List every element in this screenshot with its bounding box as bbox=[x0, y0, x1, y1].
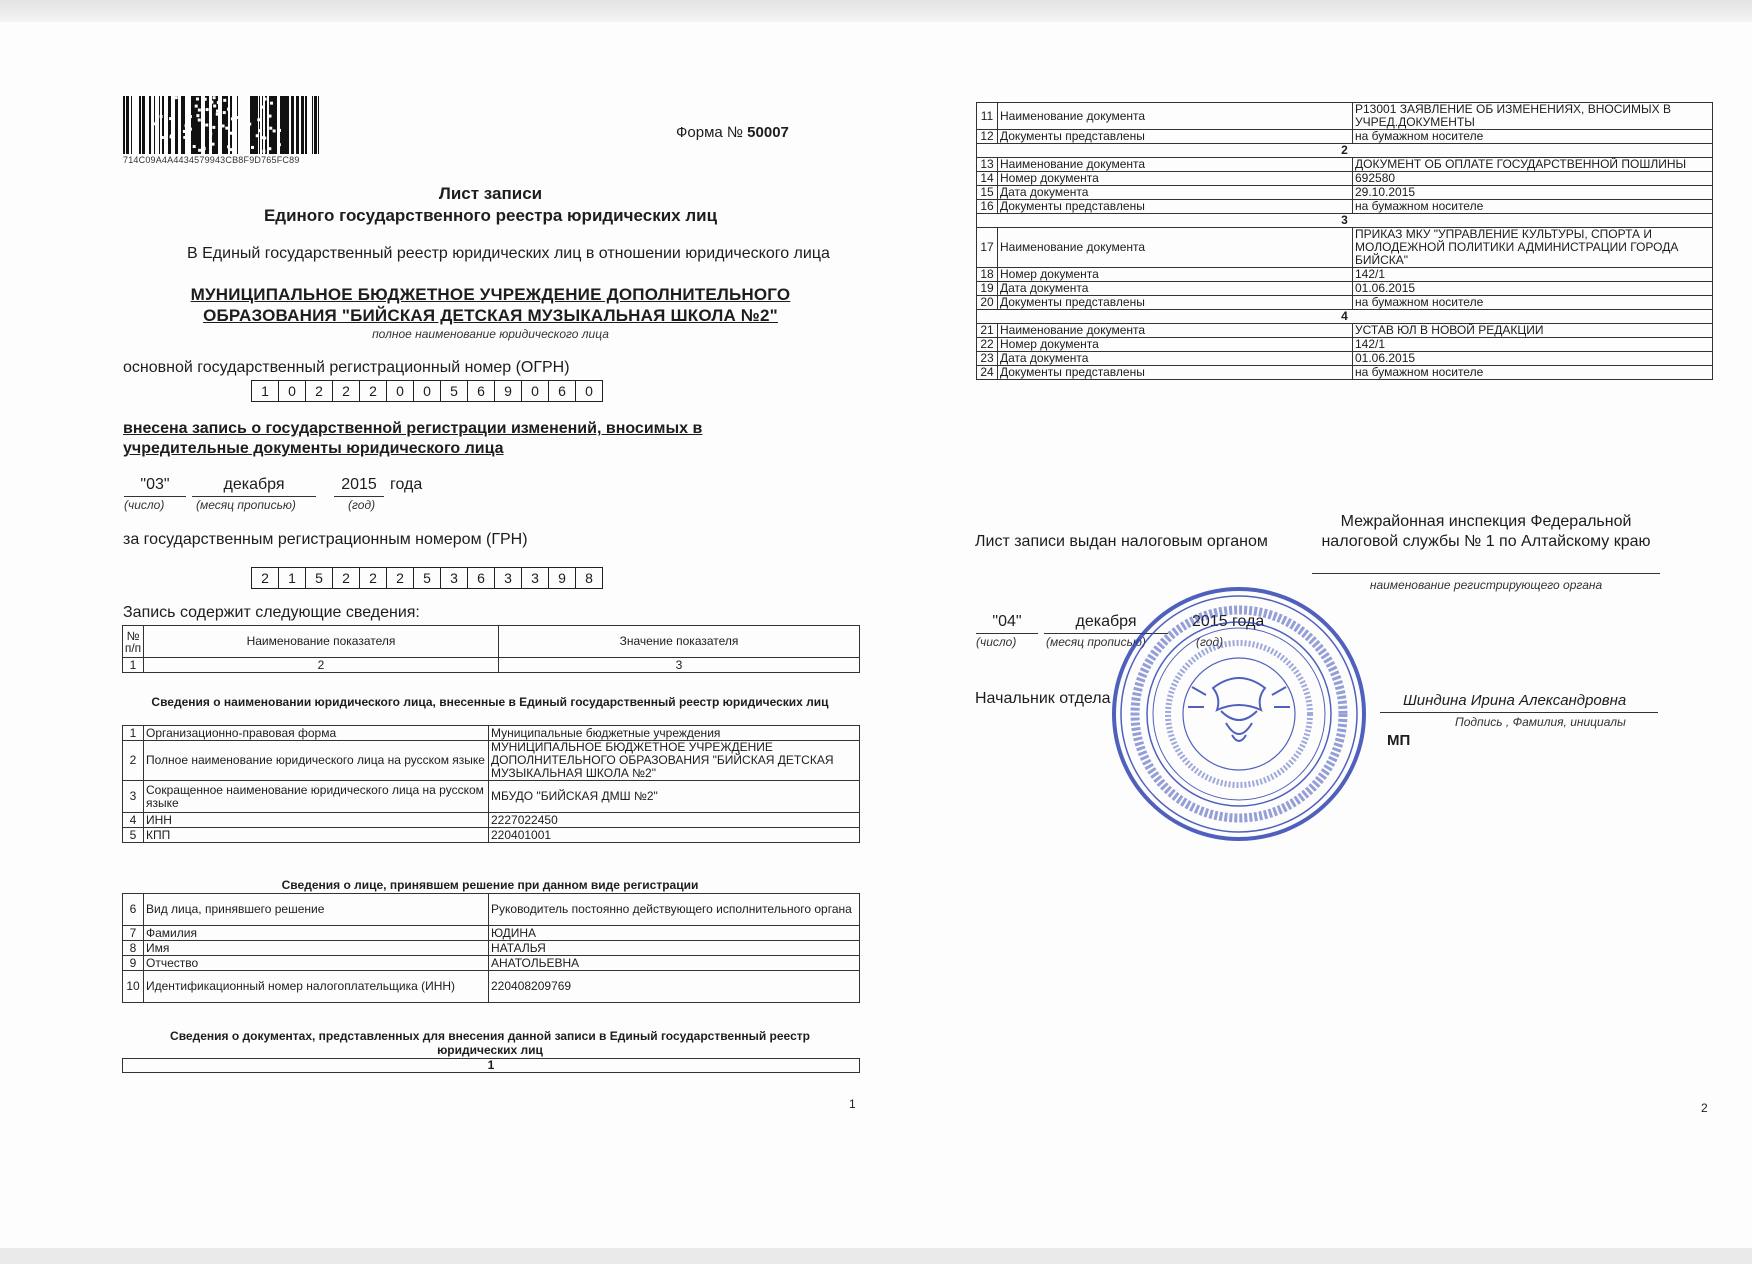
page-number-2: 2 bbox=[1701, 1101, 1708, 1115]
section3-group: 1 bbox=[123, 1059, 860, 1073]
row-label: Полное наименование юридического лица на русском языке bbox=[144, 741, 489, 781]
row-label: Наименование документа bbox=[998, 103, 1353, 130]
table-row bbox=[977, 103, 1713, 130]
row-number: 12 bbox=[977, 130, 998, 144]
ogrn-digit: 5 bbox=[440, 380, 468, 402]
row-number: 24 bbox=[977, 366, 998, 380]
row-value: НАТАЛЬЯ bbox=[489, 941, 860, 956]
row-label: Дата документа bbox=[998, 352, 1353, 366]
grn-digit: 2 bbox=[332, 567, 360, 589]
caption-month: (месяц прописью) bbox=[196, 498, 296, 512]
row-number: 7 bbox=[123, 926, 144, 941]
section2-title: Сведения о лице, принявшем решение при данном виде регистрации bbox=[281, 878, 699, 892]
caption-year: (год) bbox=[348, 498, 376, 512]
issue-date-year: 2015 года bbox=[1192, 613, 1265, 630]
row-label: Документы представлены bbox=[998, 200, 1353, 214]
table-row bbox=[977, 186, 1713, 200]
row-number: 20 bbox=[977, 296, 998, 310]
row-label: Сокращенное наименование юридического лица на русском языке bbox=[144, 781, 489, 813]
grn-digit: 3 bbox=[440, 567, 468, 589]
table-row bbox=[123, 971, 860, 1003]
issued-label: Лист записи выдан налоговым органом bbox=[975, 533, 1268, 550]
org-name-line1: МУНИЦИПАЛЬНОЕ БЮДЖЕТНОЕ УЧРЕЖДЕНИЕ ДОПОЛНИТЕЛЬНОГО bbox=[190, 285, 791, 304]
table-row bbox=[977, 214, 1713, 228]
row-label: Номер документа bbox=[998, 268, 1353, 282]
ogrn-digit: 6 bbox=[548, 380, 576, 402]
row-value: МБУДО "БИЙСКАЯ ДМШ №2" bbox=[489, 781, 860, 813]
row-number: 13 bbox=[977, 158, 998, 172]
row-label: Организационно-правовая форма bbox=[144, 726, 489, 741]
table-row bbox=[123, 741, 860, 781]
grn-digit: 3 bbox=[521, 567, 549, 589]
row-label: Документы представлены bbox=[998, 296, 1353, 310]
section2-table bbox=[122, 893, 860, 1003]
row-number: 8 bbox=[123, 941, 144, 956]
org-caption: полное наименование юридического лица bbox=[372, 327, 609, 341]
signature-caption: Подпись , Фамилия, инициалы bbox=[1455, 715, 1626, 729]
ogrn-digit: 0 bbox=[575, 380, 603, 402]
grn-label: за государственным регистрационным номером (ГРН) bbox=[123, 531, 528, 548]
row-label: Наименование документа bbox=[998, 324, 1353, 338]
issue-date-day: "04" bbox=[976, 613, 1038, 634]
position-label: Начальник отдела bbox=[975, 690, 1111, 707]
row-value: АНАТОЛЬЕВНА bbox=[489, 956, 860, 971]
row-number: 10 bbox=[123, 971, 144, 1003]
row-number: 22 bbox=[977, 338, 998, 352]
row-number: 11 bbox=[977, 103, 998, 130]
row-number: 3 bbox=[123, 781, 144, 813]
table-row bbox=[123, 726, 860, 741]
authority-name: Межрайонная инспекция Федеральной налоговой службы № 1 по Алтайскому краю bbox=[1321, 513, 1651, 550]
table-row bbox=[977, 268, 1713, 282]
ogrn-digit: 1 bbox=[251, 380, 279, 402]
table-row bbox=[977, 282, 1713, 296]
grn-digits bbox=[252, 567, 603, 589]
date-year: 2015 bbox=[334, 476, 384, 497]
group-number: 4 bbox=[977, 310, 1713, 324]
group-number: 3 bbox=[977, 214, 1713, 228]
table-row bbox=[123, 828, 860, 843]
page-title: Лист записи bbox=[438, 184, 543, 203]
form-number: Форма № 50007 bbox=[676, 124, 789, 141]
ogrn-digit: 0 bbox=[386, 380, 414, 402]
row-number: 4 bbox=[123, 813, 144, 828]
table-row bbox=[977, 324, 1713, 338]
ogrn-digit: 0 bbox=[521, 380, 549, 402]
table-row bbox=[977, 158, 1713, 172]
ogrn-label: основной государственный регистрационный номер (ОГРН) bbox=[123, 359, 570, 376]
row-label: Номер документа bbox=[998, 172, 1353, 186]
ogrn-digits bbox=[252, 380, 603, 402]
row-value: 142/1 bbox=[1353, 268, 1713, 282]
section1-title: Сведения о наименовании юридического лица, внесенные в Единый государственный реестр юридических лиц bbox=[151, 695, 829, 709]
row-label: Дата документа bbox=[998, 186, 1353, 200]
grn-digit: 3 bbox=[494, 567, 522, 589]
row-label: Номер документа bbox=[998, 338, 1353, 352]
row-number: 17 bbox=[977, 228, 998, 268]
row-value: на бумажном носителе bbox=[1353, 130, 1713, 144]
grn-digit: 8 bbox=[575, 567, 603, 589]
col-index-2: 2 bbox=[144, 658, 499, 673]
authority-caption: наименование регистрирующего органа bbox=[1369, 578, 1603, 592]
row-value: на бумажном носителе bbox=[1353, 200, 1713, 214]
ogrn-digit: 6 bbox=[467, 380, 495, 402]
row-number: 19 bbox=[977, 282, 998, 296]
table-row bbox=[123, 894, 860, 926]
ogrn-digit: 0 bbox=[413, 380, 441, 402]
intro-text: В Единый государственный реестр юридических лиц в отношении юридического лица bbox=[187, 245, 830, 262]
row-number: 5 bbox=[123, 828, 144, 843]
table-row bbox=[977, 172, 1713, 186]
grn-digit: 6 bbox=[467, 567, 495, 589]
table-row bbox=[123, 926, 860, 941]
col-header-num: № п/п bbox=[123, 626, 144, 658]
row-value: 2227022450 bbox=[489, 813, 860, 828]
grn-digit: 2 bbox=[359, 567, 387, 589]
table-row bbox=[977, 338, 1713, 352]
row-value: на бумажном носителе bbox=[1353, 296, 1713, 310]
section1-table bbox=[122, 725, 860, 843]
table-row bbox=[123, 781, 860, 813]
contains-label: Запись содержит следующие сведения: bbox=[123, 604, 420, 621]
row-value: МУНИЦИПАЛЬНОЕ БЮДЖЕТНОЕ УЧРЕЖДЕНИЕ ДОПОЛНИТЕЛЬНОГО ОБРАЗОВАНИЯ "БИЙСКАЯ ДЕТСКАЯ МУЗЫКАЛЬНАЯ ШКОЛА №2" bbox=[489, 741, 860, 781]
caption-day: (число) bbox=[124, 498, 165, 512]
entry-heading-line1: внесена запись о государственной регистрации изменений, вносимых в bbox=[123, 420, 703, 437]
ogrn-digit: 2 bbox=[332, 380, 360, 402]
row-value: 220401001 bbox=[489, 828, 860, 843]
row-value: ПРИКАЗ МКУ "УПРАВЛЕНИЕ КУЛЬТУРЫ, СПОРТА И МОЛОДЕЖНОЙ ПОЛИТИКИ АДМИНИСТРАЦИИ ГОРОДА БИЙСКА" bbox=[1353, 228, 1713, 268]
issue-caption-day: (число) bbox=[976, 635, 1017, 649]
grn-digit: 5 bbox=[305, 567, 333, 589]
row-value: Муниципальные бюджетные учреждения bbox=[489, 726, 860, 741]
row-label: Отчество bbox=[144, 956, 489, 971]
row-value: ДОКУМЕНТ ОБ ОПЛАТЕ ГОСУДАРСТВЕННОЙ ПОШЛИНЫ bbox=[1353, 158, 1713, 172]
table-row bbox=[977, 130, 1713, 144]
issue-caption-year: (год) bbox=[1196, 635, 1224, 649]
row-label: Документы представлены bbox=[998, 366, 1353, 380]
col-header-name: Наименование показателя bbox=[144, 626, 499, 658]
date-year-suffix: года bbox=[390, 476, 423, 493]
ogrn-digit: 9 bbox=[494, 380, 522, 402]
scan-top-shadow bbox=[0, 0, 1752, 22]
row-value: 220408209769 bbox=[489, 971, 860, 1003]
row-label: Фамилия bbox=[144, 926, 489, 941]
grn-digit: 1 bbox=[278, 567, 306, 589]
row-value: Руководитель постоянно действующего исполнительного органа bbox=[489, 894, 860, 926]
table-row bbox=[977, 310, 1713, 324]
documents-table bbox=[976, 102, 1713, 380]
table-row bbox=[977, 296, 1713, 310]
row-number: 14 bbox=[977, 172, 998, 186]
row-number: 16 bbox=[977, 200, 998, 214]
entry-heading-line2: учредительные документы юридического лица bbox=[123, 440, 504, 457]
row-label: Имя bbox=[144, 941, 489, 956]
row-label: Наименование документа bbox=[998, 158, 1353, 172]
row-value: УСТАВ ЮЛ В НОВОЙ РЕДАКЦИИ bbox=[1353, 324, 1713, 338]
issue-date-month: декабря bbox=[1044, 613, 1168, 634]
row-value: 142/1 bbox=[1353, 338, 1713, 352]
row-label: КПП bbox=[144, 828, 489, 843]
row-number: 15 bbox=[977, 186, 998, 200]
barcode-image bbox=[123, 96, 319, 154]
row-label: Документы представлены bbox=[998, 130, 1353, 144]
grn-digit: 2 bbox=[251, 567, 279, 589]
table-row bbox=[977, 352, 1713, 366]
scan-bottom-shadow bbox=[0, 1248, 1752, 1264]
row-value: Р13001 ЗАЯВЛЕНИЕ ОБ ИЗМЕНЕНИЯХ, ВНОСИМЫХ В УЧРЕД.ДОКУМЕНТЫ bbox=[1353, 103, 1713, 130]
row-number: 9 bbox=[123, 956, 144, 971]
row-label: ИНН bbox=[144, 813, 489, 828]
row-number: 21 bbox=[977, 324, 998, 338]
row-label: Дата документа bbox=[998, 282, 1353, 296]
row-number: 23 bbox=[977, 352, 998, 366]
header-table bbox=[122, 625, 860, 673]
page-subtitle: Единого государственного реестра юридических лиц bbox=[263, 206, 718, 225]
row-label: Наименование документа bbox=[998, 228, 1353, 268]
row-number: 1 bbox=[123, 726, 144, 741]
date-day: "03" bbox=[124, 476, 186, 497]
table-row bbox=[977, 228, 1713, 268]
row-value: на бумажном носителе bbox=[1353, 366, 1713, 380]
ogrn-digit: 2 bbox=[359, 380, 387, 402]
issue-caption-month: (месяц прописью) bbox=[1046, 635, 1146, 649]
row-number: 6 bbox=[123, 894, 144, 926]
table-row bbox=[977, 366, 1713, 380]
row-value: ЮДИНА bbox=[489, 926, 860, 941]
barcode-text: 714C09A4A4434579943CB8F9D765FC89 bbox=[123, 155, 300, 165]
grn-digit: 9 bbox=[548, 567, 576, 589]
table-row bbox=[123, 813, 860, 828]
row-number: 18 bbox=[977, 268, 998, 282]
col-index-1: 1 bbox=[123, 658, 144, 673]
row-value: 692580 bbox=[1353, 172, 1713, 186]
group-number: 2 bbox=[977, 144, 1713, 158]
col-index-3: 3 bbox=[499, 658, 860, 673]
signatory-name: Шиндина Ирина Александровна bbox=[1403, 692, 1627, 709]
date-month: декабря bbox=[192, 476, 316, 497]
table-row bbox=[123, 956, 860, 971]
section3-table bbox=[122, 1058, 860, 1073]
grn-digit: 2 bbox=[386, 567, 414, 589]
table-row bbox=[977, 144, 1713, 158]
row-number: 2 bbox=[123, 741, 144, 781]
grn-digit: 5 bbox=[413, 567, 441, 589]
ogrn-digit: 0 bbox=[278, 380, 306, 402]
row-value: 01.06.2015 bbox=[1353, 282, 1713, 296]
row-value: 01.06.2015 bbox=[1353, 352, 1713, 366]
section3-title: Сведения о документах, представленных для внесения данной записи в Единый государственный реестр юридических лиц bbox=[170, 1029, 810, 1057]
official-seal bbox=[1108, 583, 1370, 845]
row-label: Вид лица, принявшего решение bbox=[144, 894, 489, 926]
col-header-value: Значение показателя bbox=[499, 626, 860, 658]
ogrn-digit: 2 bbox=[305, 380, 333, 402]
table-row bbox=[123, 941, 860, 956]
mp-mark: МП bbox=[1387, 732, 1411, 749]
table-row bbox=[977, 200, 1713, 214]
org-name-line2: ОБРАЗОВАНИЯ "БИЙСКАЯ ДЕТСКАЯ МУЗЫКАЛЬНАЯ ШКОЛА №2" bbox=[203, 306, 778, 325]
page-number-1: 1 bbox=[849, 1097, 856, 1111]
row-label: Идентификационный номер налогоплательщика (ИНН) bbox=[144, 971, 489, 1003]
row-value: 29.10.2015 bbox=[1353, 186, 1713, 200]
